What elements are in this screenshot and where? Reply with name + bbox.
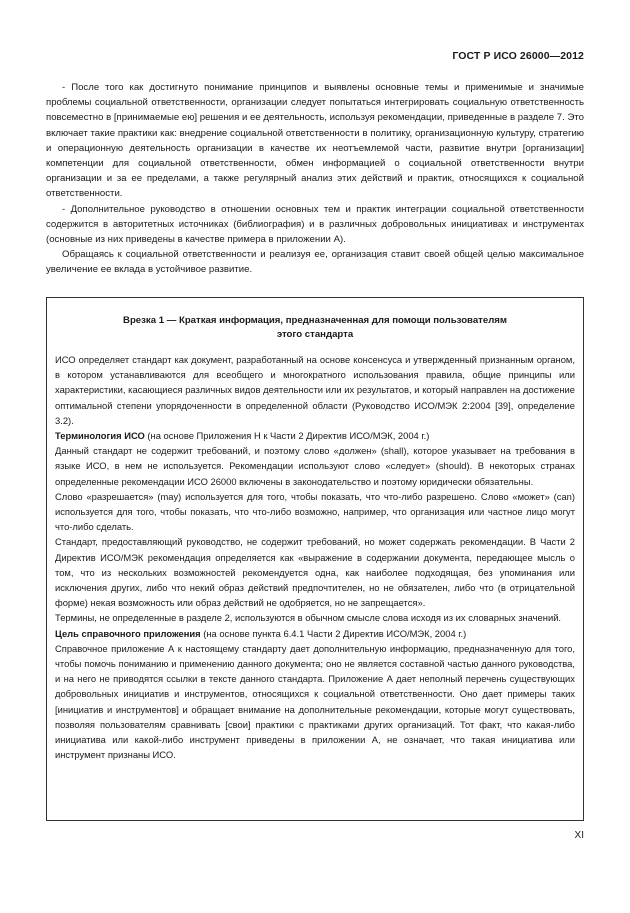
info-box — [46, 297, 584, 821]
paragraph: - После того как достигнуто понимание принципов и выявлены основные темы и применимые и значимые проблемы социальной ответственности, организации следует попытаться интегрировать социальную ответственность повсеместно в [принимаемые ею] решения и ее деятельность, используя рекомендации, приведенные в разделе 7. Это включает такие практики как: внедрение социальной ответственности в политику, организационную культуру, стратегию и операционную деятельность организации в качестве их неотъемлемой части, развитие внутри [организации] компетенции для социальной ответственности, обмен информацией о социальной ответственности внутри организации и за ее пределами, а также регулярный анализ этих действий и практик, относящихся к социальной ответственности. — [46, 82, 584, 200]
box-heading-source: (на основе Приложения Н к Части 2 Директив ИСО/МЭК, 2004 г.) — [144, 430, 430, 442]
box-paragraph: Данный стандарт не содержит требований, и поэтому слово «должен» (shall), которое указывает на требования в языке ИСО, в нем не используется. Рекомендации используют слово «следует» (should). В некоторых странах определенные рекомендации ИСО 26000 включены в законодательство и поэтому юридически обязательны. — [55, 445, 575, 487]
box-heading: Цель справочного приложения — [55, 627, 201, 639]
box-heading: Терминология ИСО — [55, 430, 145, 442]
paragraph: - Дополнительное руководство в отношении основных тем и практик интеграции социальной ответственности содержится в авторитетных источниках (библиография) и в различных добровольных инициативах и инструментах (основные из них приведены в качестве примера в приложении А). — [46, 203, 584, 246]
box-body — [55, 352, 575, 762]
body-text — [46, 80, 584, 278]
paragraph: Обращаясь к социальной ответственности и реализуя ее, организация ставит своей общей целью максимальное увеличение ее вклада в устойчивое развитие. — [46, 249, 584, 276]
box-heading-line — [55, 428, 575, 443]
box-title: Врезка 1 — Краткая информация, предназначенная для помощи пользователям этого стандарта — [123, 315, 507, 340]
box-paragraph: ИСО определяет стандарт как документ, разработанный на основе консенсуса и утвержденный признанным органом, в котором устанавливаются для всеобщего и многократного использования правила, общие принципы или характеристики, касающиеся различных видов деятельности или их результатов, и который направлен на достижение оптимальной степени упорядоченности в определенной области (Руководство ИСО/МЭК 2:2004 [39], определение 3.2). — [55, 354, 575, 426]
box-paragraph: Стандарт, предоставляющий руководство, не содержит требований, но может содержать рекомендации. В Части 2 Директив ИСО/МЭК рекомендация определяется как «выражение в содержании документа, передающее мысль о том, что из нескольких возможностей рекомендуется одна, как наиболее подходящая, без упоминания или исключения других, либо что некий образ действий предпочтителен, но не обязателен, либо что (в отрицательной форме) некая возможность или образ действий не одобряется, но не запрещается». — [55, 536, 575, 609]
page-number: XI — [574, 830, 584, 841]
box-heading-source: (на основе пункта 6.4.1 Части 2 Директив ИСО/МЭК, 2004 г.) — [200, 627, 467, 639]
box-paragraph: Справочное приложение А к настоящему стандарту дает дополнительную информацию, предназначенную для того, чтобы помочь пониманию и применению данного документа; оно не является составной частью данного руководства, и на него не приводятся ссылки в тексте данного стандарта. Приложение А дает неполный перечень существующих добровольных инициатив и инструментов, относящихся к социальной ответственности. Оно дает примеры таких [инициатив и инструментов] и обращает внимание на дополнительные рекомендации, которые могут существовать, позволяя пользователям сравнивать [свои] практики с практиками других организаций. Тот факт, что какая-либо инициатива или какой-либо инструмент приведены в приложении А, не означает, что такая инициатива или инструмент признаны ИСО. — [55, 642, 575, 761]
box-heading-line — [55, 626, 575, 641]
box-paragraph: Слово «разрешается» (may) используется для того, чтобы показать, что что-либо разрешено. Слово «может» (can) используется для того, чтобы показать, что что-либо возможно, например, что организация или частное лицо могут что-либо сделать. — [55, 490, 575, 533]
box-paragraph: Термины, не определенные в разделе 2, используются в обычном смысле слова исходя из их словарных значений. — [55, 612, 562, 624]
document-id: ГОСТ Р ИСО 26000—2012 — [452, 50, 584, 62]
